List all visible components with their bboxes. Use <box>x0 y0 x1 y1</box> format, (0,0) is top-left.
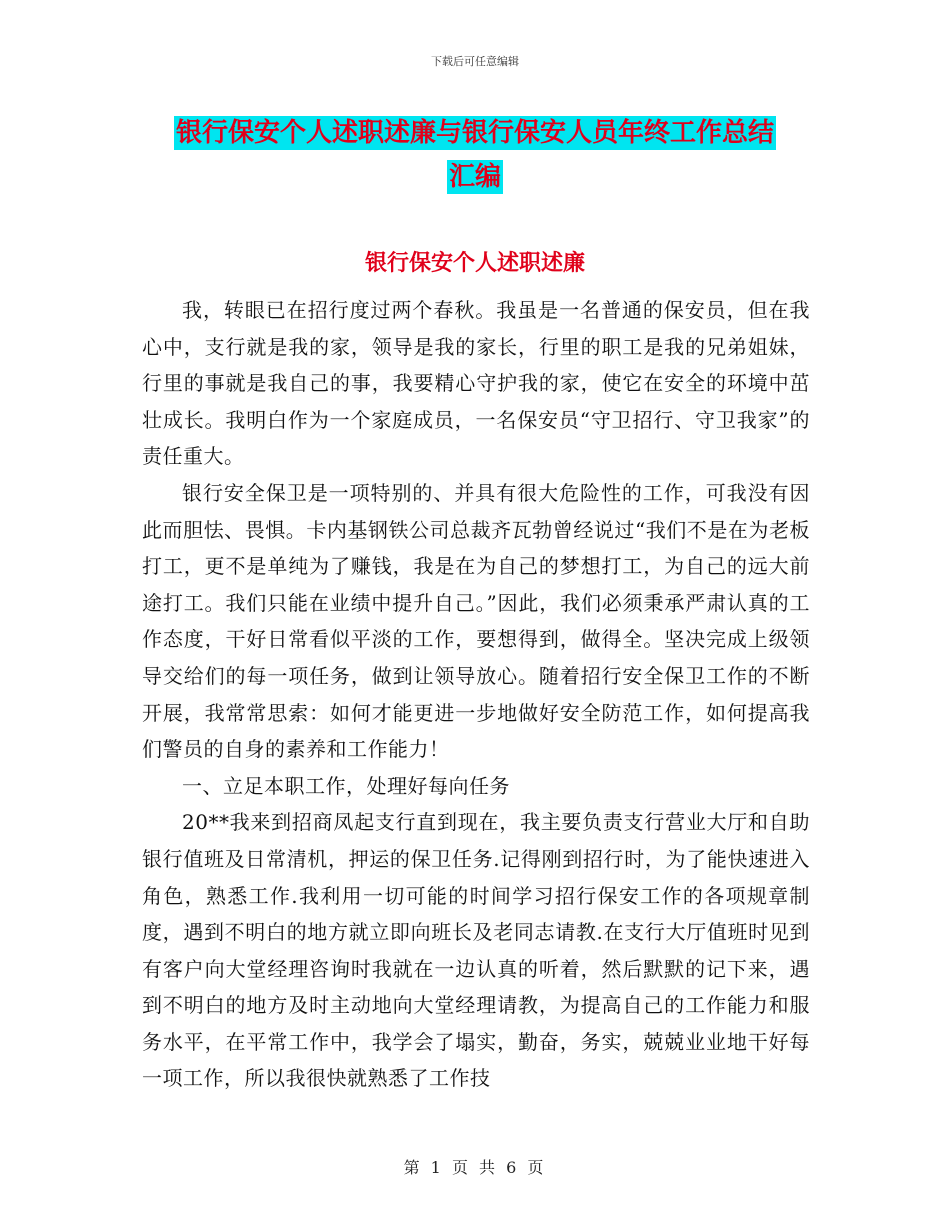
paragraph-heading-1: 一、立足本职工作，处理好每向任务 <box>182 773 510 798</box>
header-note: 下载后可任意编辑 <box>431 55 519 68</box>
paragraph-duties: 20**我来到招商凤起支行直到现在，我主要负责支行营业大厅和自助银行值班及日常清机，押运的保卫任务.记得刚到招行时，为了能快速进入角色，熟悉工作.我利用一切可能的时间学习招行保安工作的各项规章制度，遇到不明白的地方就立即向班长及老同志请教.在支行大厅值班时见到有客户向大堂经理咨询时我就在一边认真的听着，然后默默的记下来，遇到不明白的地方及时主动地向大堂经理请教，为提高自己的工作能力和服务水平，在平常工作中，我学会了塌实，勤奋，务实，兢兢业业地干好每一项工作，所以我很快就熟悉了工作技 <box>142 810 810 1091</box>
title-highlight-2: 汇编 <box>448 162 501 192</box>
title-highlight-1: 银行保安个人述职述廉与银行保安人员年终工作总结 <box>175 118 774 148</box>
document-title-line-2 <box>0 156 950 193</box>
paragraph-intro: 我，转眼已在招行度过两个春秋。我虽是一名普通的保安员，但在我心中，支行就是我的家，领导是我的家长，行里的职工是我的兄弟姐妹，行里的事就是我自己的事，我要精心守护我的家，使它在安全的环境中茁壮成长。我明白作为一个家庭成员，一名保安员“守卫招行、守卫我家”的责任重大。 <box>142 298 810 469</box>
document-body <box>142 292 810 1097</box>
document-title-line-1 <box>0 112 950 149</box>
paragraph-security-work: 银行安全保卫是一项特别的、并具有很大危险性的工作，可我没有因此而胆怯、畏惧。卡内基钢铁公司总裁齐瓦勃曾经说过“我们不是在为老板打工，更不是单纯为了赚钱，我是在为自己的梦想打工，为自己的远大前途打工。我们只能在业绩中提升自己。”因此，我们必须秉承严肃认真的工作态度，干好日常看似平淡的工作，要想得到，做得全。坚决完成上级领导交给们的每一项任务，做到让领导放心。随着招行安全保卫工作的不断开展，我常常思索：如何才能更进一步地做好安全防范工作，如何提高我们警员的自身的素养和工作能力！ <box>142 480 810 762</box>
section-title: 银行保安个人述职述廉 <box>364 250 585 276</box>
page-footer: 第 1 页 共 6 页 <box>403 1158 547 1177</box>
